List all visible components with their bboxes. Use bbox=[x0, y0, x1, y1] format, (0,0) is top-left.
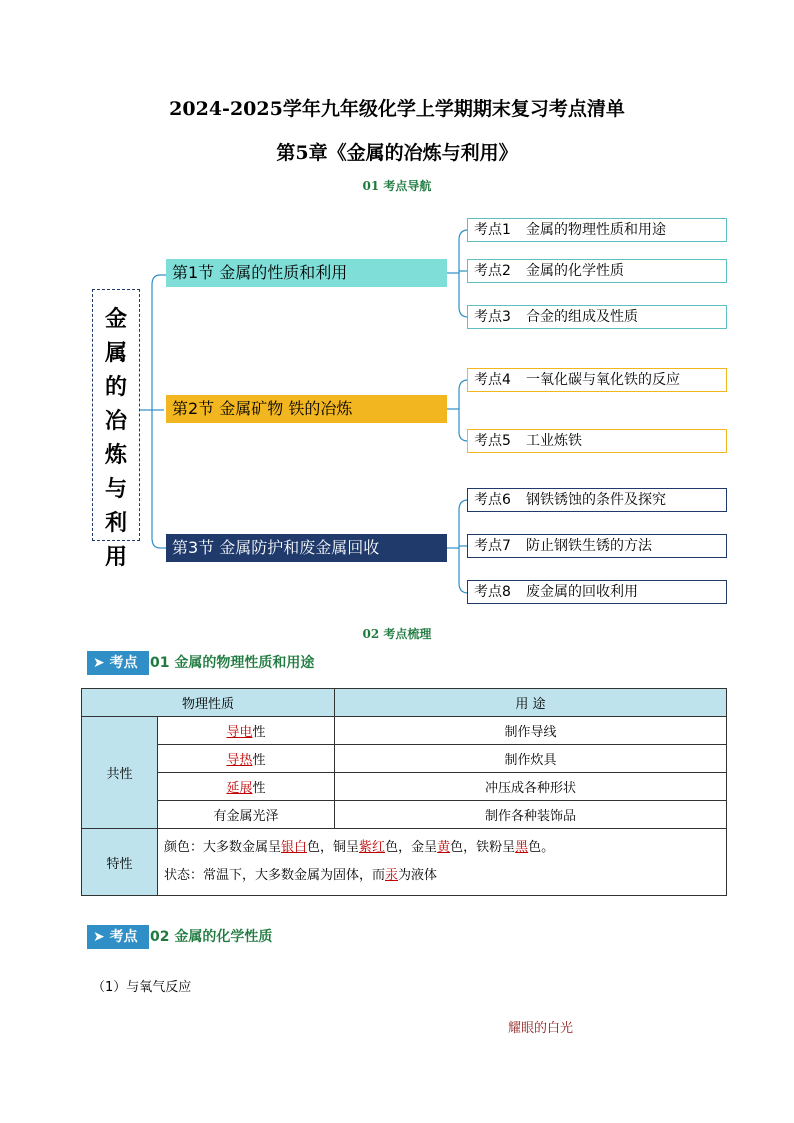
property-cell bbox=[158, 745, 335, 773]
section-node-1 bbox=[166, 259, 447, 287]
answer-blank: 导热 bbox=[226, 753, 253, 768]
point-3-text: 合金的组成及性质 bbox=[526, 309, 638, 325]
answer-blank: 延展 bbox=[226, 781, 253, 796]
table-row bbox=[82, 745, 727, 773]
table-header-cell: 物理性质 bbox=[82, 689, 335, 717]
answer-blank: 汞 bbox=[385, 868, 399, 883]
answer-blank: 银白 bbox=[281, 840, 308, 855]
point-node-5 bbox=[467, 429, 727, 453]
property-suffix: 性 bbox=[252, 753, 266, 768]
review-section-label: 02 考点梳理 bbox=[362, 627, 432, 641]
point-node-4 bbox=[467, 368, 727, 392]
state-line bbox=[164, 862, 726, 890]
kp1-title: 01 金属的物理性质和用途 bbox=[150, 655, 315, 671]
property-cell bbox=[158, 773, 335, 801]
common-label: 共性 bbox=[82, 717, 158, 829]
text-run: 色，铁粉呈 bbox=[450, 840, 516, 855]
section-1-label: 第1节 金属的性质和利用 bbox=[172, 263, 348, 282]
answer-blank: 紫红 bbox=[359, 840, 386, 855]
point-6-text: 钢铁锈蚀的条件及探究 bbox=[526, 492, 666, 508]
use-cell: 制作导线 bbox=[335, 717, 727, 745]
use-cell: 冲压成各种形状 bbox=[335, 773, 727, 801]
table-row bbox=[82, 773, 727, 801]
point-4-num: 考点4 bbox=[474, 372, 511, 388]
mindmap-root bbox=[92, 289, 140, 570]
mindmap-root-label: 金属的冶炼与利用 bbox=[105, 306, 128, 570]
point-8-text: 废金属的回收利用 bbox=[526, 584, 638, 600]
use-cell: 制作各种装饰品 bbox=[335, 801, 727, 829]
point-node-1 bbox=[467, 218, 727, 242]
property-cell bbox=[158, 801, 335, 829]
page-title: 2024-2025学年九年级化学上学期期末复习考点清单 bbox=[169, 98, 625, 120]
chapter-title: 第5章《金属的冶炼与利用》 bbox=[276, 142, 518, 164]
kp2-tag: ➤ 考点 bbox=[87, 925, 149, 949]
answer-blank: 黄 bbox=[437, 840, 451, 855]
text-run: 色，铜呈 bbox=[307, 840, 360, 855]
section-2-label: 第2节 金属矿物 铁的冶炼 bbox=[172, 399, 353, 418]
property-suffix: 有金属光泽 bbox=[213, 809, 279, 824]
table-header-row bbox=[82, 689, 727, 717]
property-suffix: 性 bbox=[252, 725, 266, 740]
point-4-text: 一氧化碳与氧化铁的反应 bbox=[526, 372, 680, 388]
text-run: 为液体 bbox=[398, 868, 438, 883]
table-row bbox=[82, 717, 727, 745]
point-8-num: 考点8 bbox=[474, 584, 511, 600]
table-row bbox=[82, 801, 727, 829]
special-cell bbox=[158, 829, 727, 896]
point-2-text: 金属的化学性质 bbox=[526, 263, 624, 279]
special-label: 特性 bbox=[82, 829, 158, 896]
point-node-6 bbox=[467, 488, 727, 512]
point-node-7 bbox=[467, 534, 727, 558]
point-1-num: 考点1 bbox=[474, 222, 511, 238]
table-row bbox=[82, 829, 727, 896]
point-3-num: 考点3 bbox=[474, 309, 511, 325]
text-run: 色，金呈 bbox=[385, 840, 438, 855]
kp2-title: 02 金属的化学性质 bbox=[150, 929, 273, 945]
answer-blank: 黑 bbox=[515, 840, 529, 855]
point-6-num: 考点6 bbox=[474, 492, 511, 508]
table-header-cell: 用 途 bbox=[335, 689, 727, 717]
point-7-text: 防止钢铁生锈的方法 bbox=[526, 538, 652, 554]
subheading-oxygen: （1）与氧气反应 bbox=[92, 980, 192, 995]
point-2-num: 考点2 bbox=[474, 263, 511, 279]
section-node-2 bbox=[166, 395, 447, 423]
point-5-num: 考点5 bbox=[474, 433, 511, 449]
property-cell bbox=[158, 717, 335, 745]
point-node-3 bbox=[467, 305, 727, 329]
point-7-num: 考点7 bbox=[474, 538, 511, 554]
color-line bbox=[164, 834, 726, 862]
text-run: 状态：常温下，大多数金属为固体，而 bbox=[164, 868, 386, 883]
section-node-3 bbox=[166, 534, 447, 562]
answer-note: 耀眼的白光 bbox=[508, 1021, 574, 1036]
use-cell: 制作炊具 bbox=[335, 745, 727, 773]
section-3-label: 第3节 金属防护和废金属回收 bbox=[172, 538, 380, 557]
kp1-tag: ➤ 考点 bbox=[87, 651, 149, 675]
point-node-2 bbox=[467, 259, 727, 283]
property-suffix: 性 bbox=[252, 781, 266, 796]
text-run: 色。 bbox=[528, 840, 555, 855]
text-run: 颜色：大多数金属呈 bbox=[164, 840, 282, 855]
answer-blank: 导电 bbox=[226, 725, 253, 740]
point-5-text: 工业炼铁 bbox=[526, 433, 582, 449]
nav-section-label: 01 考点导航 bbox=[362, 179, 432, 193]
point-1-text: 金属的物理性质和用途 bbox=[526, 222, 666, 238]
physical-properties-table bbox=[81, 688, 727, 896]
point-node-8 bbox=[467, 580, 727, 604]
